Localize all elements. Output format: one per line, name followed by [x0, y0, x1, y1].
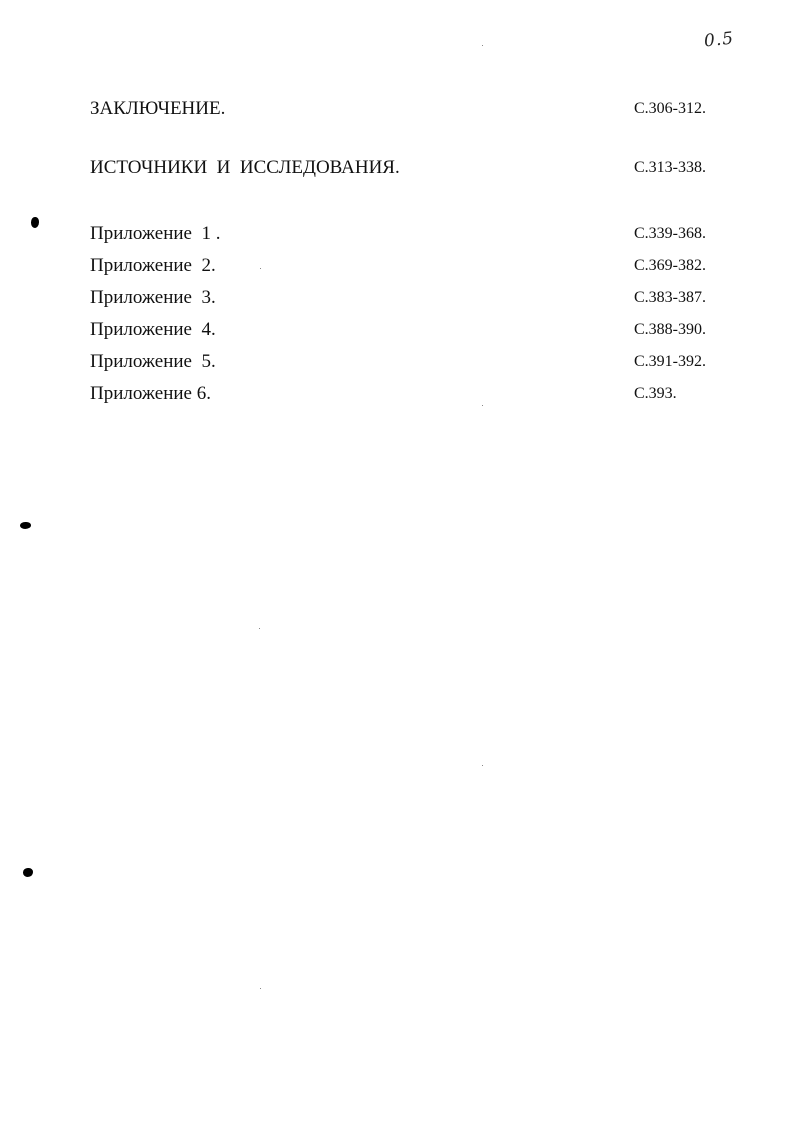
- toc-entry-appendix-4: [90, 319, 708, 343]
- toc-entry-title: Приложение 2.: [90, 255, 216, 276]
- toc-entry-sources: [90, 157, 708, 181]
- toc-entry-title: Приложение 3.: [90, 287, 216, 308]
- scan-speck: [482, 405, 483, 406]
- toc-entry-pages: С.391-392.: [634, 353, 706, 370]
- toc-entry-title: Приложение 4.: [90, 319, 216, 340]
- toc-entry-pages: С.393.: [634, 385, 677, 402]
- punch-hole-mark: [23, 868, 33, 877]
- toc-entry-title: Приложение 5.: [90, 351, 216, 372]
- toc-entry-pages: С.306-312.: [634, 100, 706, 117]
- toc-entry-title: Приложение 1 .: [90, 223, 221, 244]
- toc-entry-pages: С.313-338.: [634, 159, 706, 176]
- toc-entry-pages: С.369-382.: [634, 257, 706, 274]
- toc-entry-appendix-6: [90, 383, 708, 407]
- punch-hole-mark: [31, 217, 39, 228]
- toc-entry-appendix-1: [90, 223, 708, 247]
- toc-entry-pages: С.388-390.: [634, 321, 706, 338]
- toc-entry-pages: С.339-368.: [634, 225, 706, 242]
- handwritten-annotation: 0.5: [703, 28, 736, 52]
- scan-speck: [260, 988, 261, 989]
- scan-speck: [259, 628, 260, 629]
- toc-entry-title: ИСТОЧНИКИ И ИССЛЕДОВАНИЯ.: [90, 157, 400, 178]
- punch-hole-mark: [20, 522, 31, 529]
- scan-speck: [482, 45, 483, 46]
- toc-entry-appendix-3: [90, 287, 708, 311]
- toc-entry-appendix-5: [90, 351, 708, 375]
- toc-entry-title: ЗАКЛЮЧЕНИЕ.: [90, 98, 226, 119]
- toc-entry-pages: С.383-387.: [634, 289, 706, 306]
- toc-entry-appendix-2: [90, 255, 708, 279]
- scan-speck: [260, 268, 261, 269]
- scan-speck: [482, 765, 483, 766]
- toc-entry-title: Приложение 6.: [90, 383, 211, 404]
- toc-entry-conclusion: [90, 98, 708, 122]
